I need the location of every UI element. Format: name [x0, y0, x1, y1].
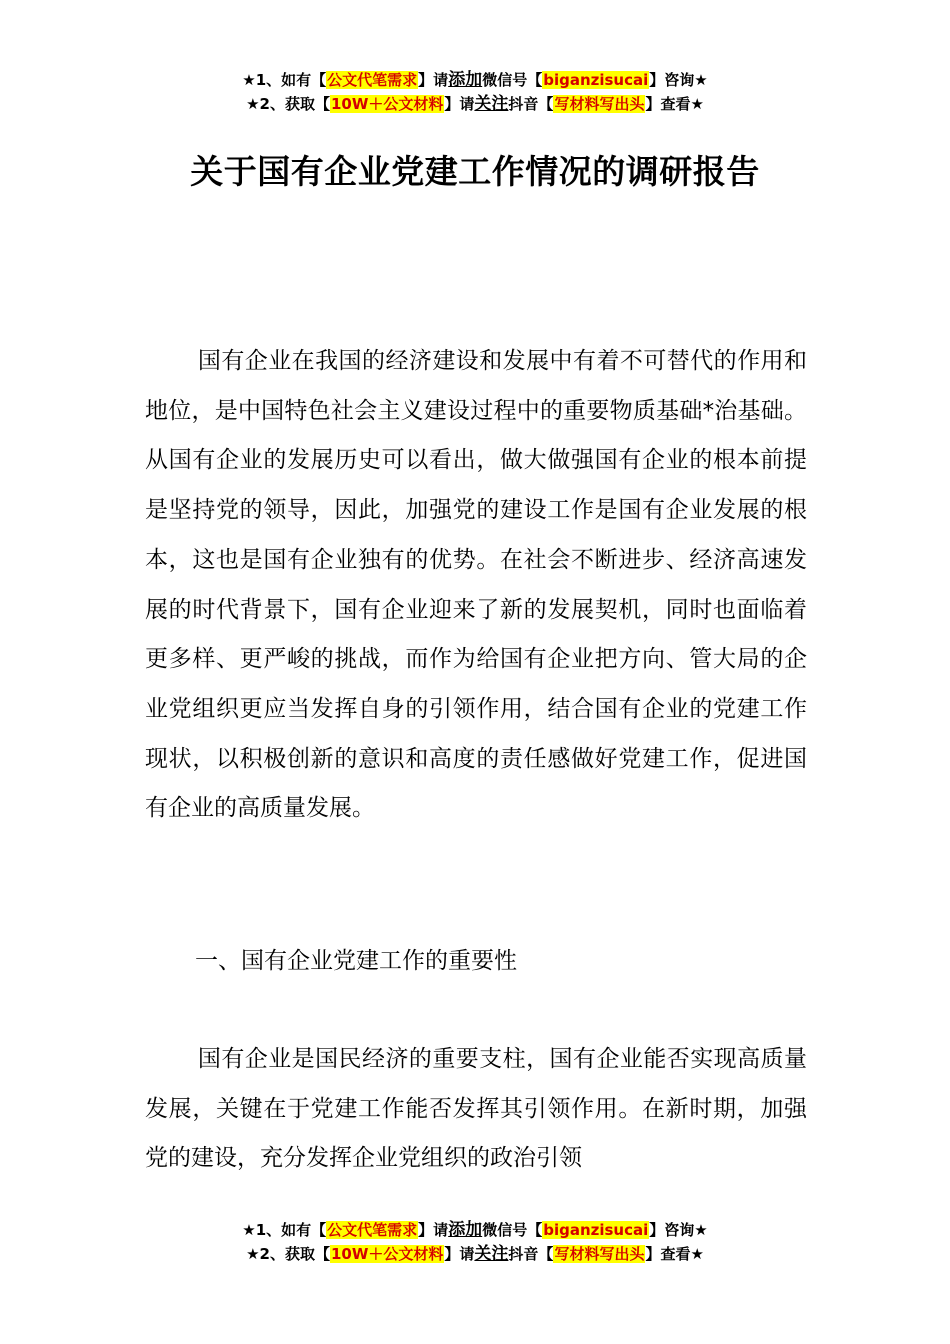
banner-emphasis: 关注	[474, 1244, 509, 1264]
banner-emphasis: 关注	[474, 94, 509, 114]
banner-highlight: biganzisucai	[543, 1221, 649, 1239]
banner-highlight: 10W＋公文材料	[330, 1245, 444, 1263]
banner-line-1: ★1、如有【公文代笔需求】请添加微信号【biganzisucai】咨询★	[242, 1220, 708, 1240]
banner-line-2: ★2、获取【10W＋公文材料】请关注抖音【写材料写出头】查看★	[246, 94, 704, 114]
banner-highlight: 写材料写出头	[554, 1245, 645, 1263]
banner-highlight: 公文代笔需求	[327, 1221, 418, 1239]
body-paragraph: 国有企业在我国的经济建设和发展中有着不可替代的作用和地位，是中国特色社会主义建设过程中的重要物质基础*治基础。从国有企业的发展历史可以看出，做大做强国有企业的根本前提是坚持党的领导，因此，加强党的建设工作是国有企业发展的根本，这也是国有企业独有的优势。在社会不断进步、经济高速发展的时代背景下，国有企业迎来了新的发展契机，同时也面临着更多样、更严峻的挑战，而作为给国有企业把方向、管大局的企业党组织更应当发挥自身的引领作用，结合国有企业的党建工作现状，以积极创新的意识和高度的责任感做好党建工作，促进国有企业的高质量发展。	[145, 348, 807, 822]
banner-line-2: ★2、获取【10W＋公文材料】请关注抖音【写材料写出头】查看★	[246, 1244, 704, 1264]
banner-line-1: ★1、如有【公文代笔需求】请添加微信号【biganzisucai】咨询★	[242, 70, 708, 90]
body-paragraph: 国有企业是国民经济的重要支柱，国有企业能否实现高质量发展，关键在于党建工作能否发挥其引领作用。在新时期，加强党的建设，充分发挥企业党组织的政治引领	[145, 1046, 807, 1172]
header-banner	[0, 68, 950, 116]
banner-emphasis: 添加	[448, 1220, 483, 1240]
section-heading: 一、国有企业党建工作的重要性	[195, 948, 517, 974]
banner-highlight: biganzisucai	[543, 71, 649, 89]
banner-highlight: 写材料写出头	[554, 95, 645, 113]
banner-highlight: 10W＋公文材料	[330, 95, 444, 113]
footer-banner	[0, 1218, 950, 1266]
document-title: 关于国有企业党建工作情况的调研报告	[190, 152, 760, 191]
banner-emphasis: 添加	[448, 70, 483, 90]
banner-highlight: 公文代笔需求	[327, 71, 418, 89]
